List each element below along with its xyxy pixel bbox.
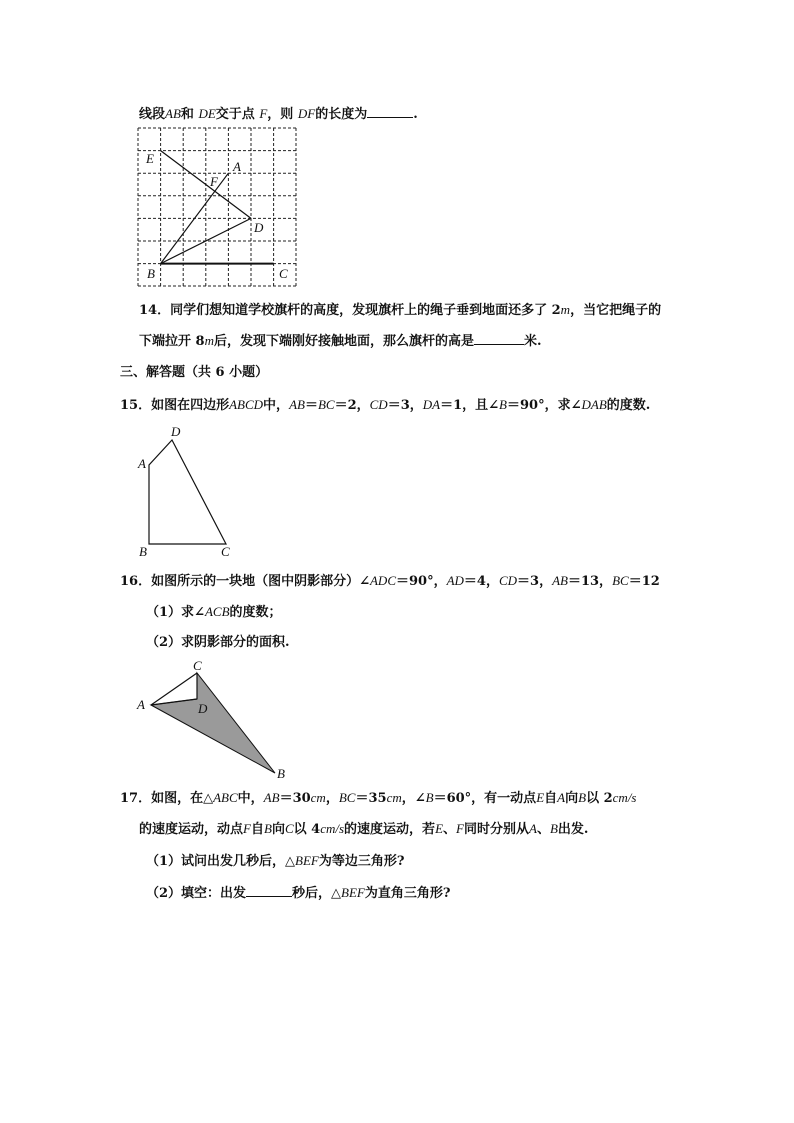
label-b: B [139,544,147,559]
q15-question: 15．如图在四边形ABCD中，AB＝BC＝2，CD＝3，DA＝1，且∠B＝90°，求∠DAB的度数. [120,397,651,413]
q17-line-2: 的速度运动，动点F自B向C以 4cm/s的速度运动，若E、F同时分别从A、B出发. [139,821,589,837]
label-a: A [137,697,145,712]
q14-line-2: 下端拉开 8m后，发现下端刚好接触地面，那么旗杆的高是 米. [139,333,542,349]
q16-question: 16．如图所示的一块地（图中阴影部分）∠ADC＝90°，AD＝4，CD＝3，AB＝13，BC＝12 [120,573,660,589]
q17-line-1: 17．如图，在△ABC中，AB＝30cm，BC＝35cm，∠B＝60°，有一动点E自A向B以 2cm/s [120,790,637,806]
label-b: B [277,766,285,781]
label-d: D [198,701,208,716]
q15-quadrilateral-figure [135,420,245,560]
label-d: D [254,220,264,235]
answer-blank[interactable] [474,332,524,345]
q16-sub-1: （1）求∠ACB的度数； [146,604,282,620]
label-a: A [138,456,146,471]
label-c: C [221,544,230,559]
q16-shaded-figure [135,657,295,782]
shaded-region [151,673,275,773]
answer-blank[interactable] [367,105,413,118]
label-d: D [171,424,181,439]
label-e: E [146,151,154,166]
answer-blank[interactable] [246,884,292,897]
label-c: C [193,658,202,673]
q16-sub-2: （2）求阴影部分的面积. [146,635,290,650]
label-a: A [233,159,241,174]
section-heading: 三、解答题（共 6 小题） [120,365,269,380]
q17-sub-1: （1）试问出发几秒后，△BEF为等边三角形? [146,853,405,869]
q13-grid-figure [135,125,305,295]
q13-question-tail: 线段AB和 DE交于点 F，则 DF的长度为 . [139,106,418,122]
q14-line-1: 14．同学们想知道学校旗杆的高度，发现旗杆上的绳子垂到地面还多了 2m，当它把绳子的 [139,302,662,318]
label-b: B [147,266,155,281]
quadrilateral-abcd [149,440,226,544]
q17-sub-2: （2）填空：出发 秒后，△BEF为直角三角形? [146,885,451,901]
label-c: C [279,266,288,281]
label-f: F [210,174,218,189]
